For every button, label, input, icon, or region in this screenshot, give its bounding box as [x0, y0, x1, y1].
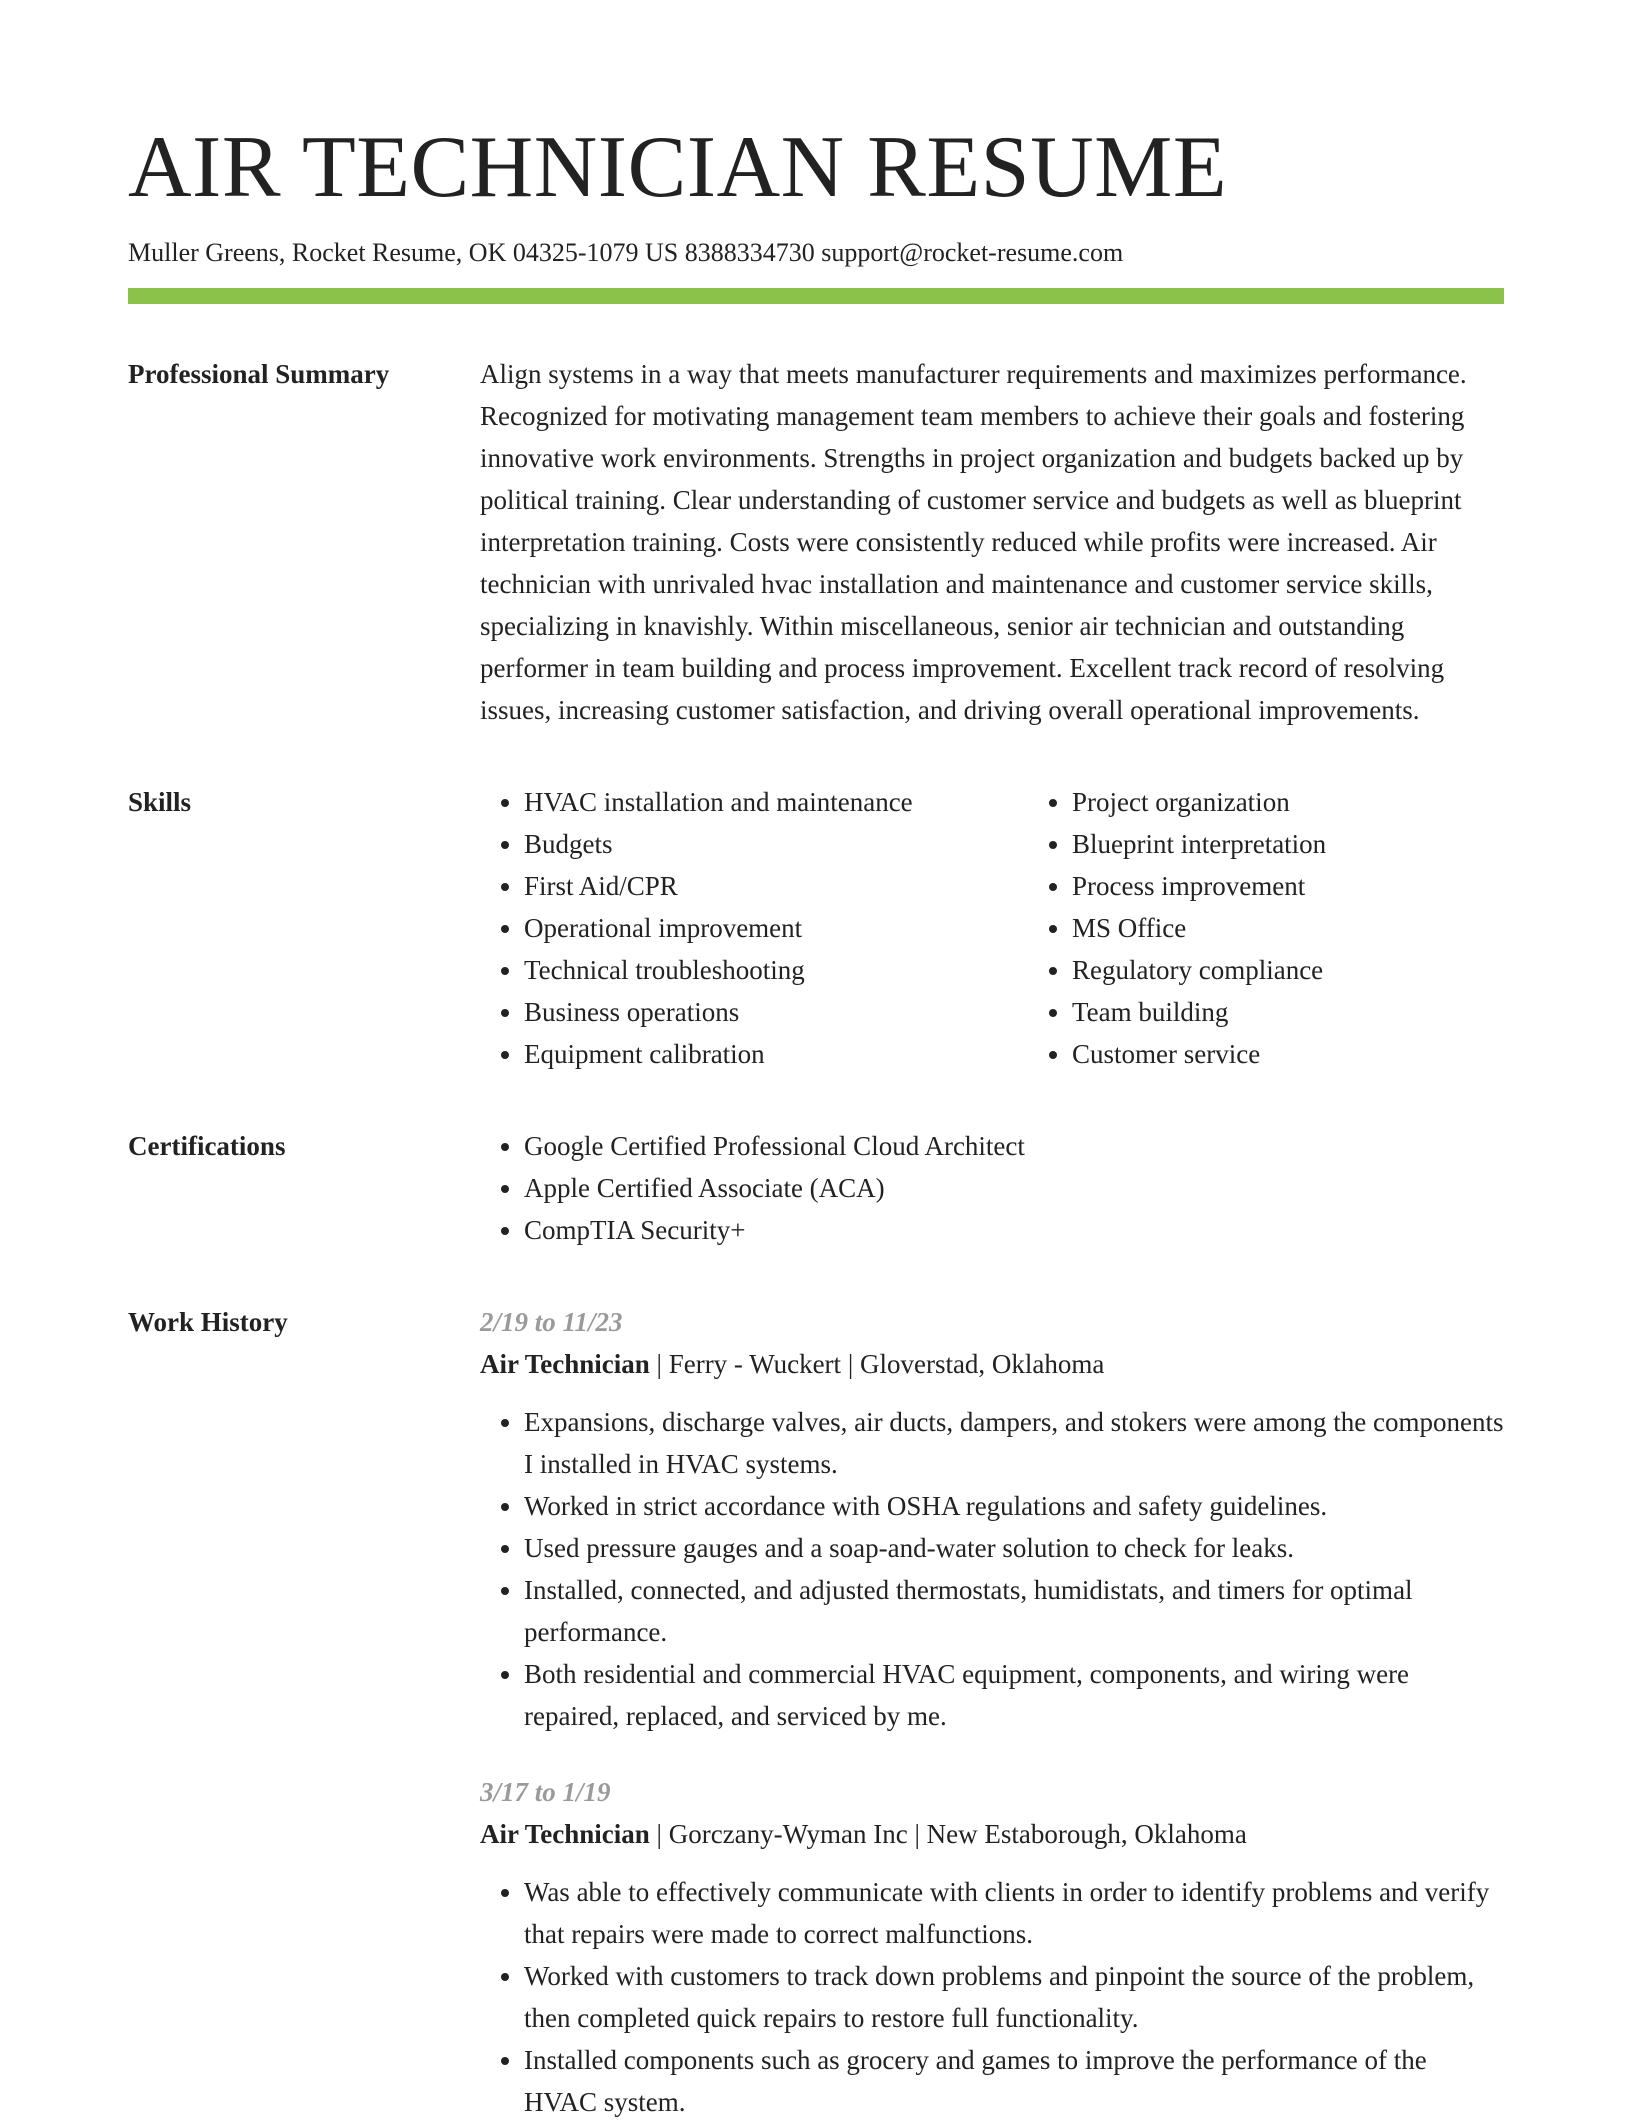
job-bullet: • Worked in strict accordance with OSHA regulations and safety guidelines. [524, 1485, 1504, 1527]
skills-list-right [1028, 781, 1552, 1075]
job-bullet: • Used pressure gauges and a soap-and-water solution to check for leaks. [524, 1527, 1504, 1569]
skill-item: • First Aid/CPR [524, 865, 984, 907]
section-title-certifications: Certifications [128, 1131, 286, 1161]
skill-item: • Team building [1072, 991, 1552, 1033]
contact-email: support@rocket-resume.com [821, 238, 1124, 267]
certification-item: • Apple Certified Associate (ACA) [524, 1167, 1504, 1209]
skill-item: • HVAC installation and maintenance [524, 781, 984, 823]
job-title: Air Technician [480, 1819, 650, 1849]
job-heading [480, 1813, 1504, 1855]
skill-item: • Operational improvement [524, 907, 984, 949]
job-dates: 3/17 to 1/19 [480, 1777, 611, 1807]
job-entry [480, 1301, 1504, 1737]
job-heading [480, 1343, 1504, 1385]
accent-divider [128, 288, 1504, 304]
job-company: Gorczany-Wyman Inc [668, 1819, 908, 1849]
skill-item: • Regulatory compliance [1072, 949, 1552, 991]
job-separator: | [656, 1349, 669, 1379]
contact-phone: 8388334730 [684, 238, 815, 267]
job-bullet: • Was able to effectively communicate with clients in order to identify problems and verify that repairs were made to correct malfunctions. [524, 1871, 1504, 1955]
certifications-section [128, 1125, 1504, 1251]
job-bullet: • Installed components such as grocery and games to improve the performance of the HVAC system. [524, 2039, 1504, 2123]
job-bullet: • Worked with customers to track down problems and pinpoint the source of the problem, then completed quick repairs to restore full functionality. [524, 1955, 1504, 2039]
skill-item: • MS Office [1072, 907, 1552, 949]
work-history-section [128, 1301, 1504, 2123]
contact-address: Muller Greens, Rocket Resume, OK 04325-1079 US [128, 238, 679, 267]
job-bullet: • Expansions, discharge valves, air ducts, dampers, and stokers were among the components I installed in HVAC systems. [524, 1401, 1504, 1485]
skill-item: • Technical troubleshooting [524, 949, 984, 991]
contact-line [128, 236, 1504, 270]
section-title-summary: Professional Summary [128, 359, 390, 389]
job-title: Air Technician [480, 1349, 650, 1379]
summary-text: Align systems in a way that meets manufacturer requirements and maximizes performance. Recognized for motivating management team members to achieve their goals and fostering innovative work environments. Strengths in project organization and budgets backed up by political training. Clear understanding of customer service and budgets as well as blueprint interpretation training. Costs were consistently reduced while profits were increased. Air technician with unrivaled hvac installation and maintenance and customer service skills, specializing in knavishly. Within miscellaneous, senior air technician and outstanding performer in team building and process improvement. Excellent track record of resolving issues, increasing customer satisfaction, and driving overall operational improvements. [480, 359, 1467, 725]
skills-list-left [480, 781, 984, 1075]
job-separator: | [914, 1819, 927, 1849]
job-bullets [480, 1401, 1504, 1737]
job-bullet: • Both residential and commercial HVAC equipment, components, and wiring were repaired, replaced, and serviced by me. [524, 1653, 1504, 1737]
summary-section [128, 353, 1504, 731]
skill-item: • Customer service [1072, 1033, 1552, 1075]
certification-item: • CompTIA Security+ [524, 1209, 1504, 1251]
skill-item: • Process improvement [1072, 865, 1552, 907]
skill-item: • Equipment calibration [524, 1033, 984, 1075]
section-title-work-history: Work History [128, 1307, 288, 1337]
certification-item: • Google Certified Professional Cloud Architect [524, 1125, 1504, 1167]
job-separator: | [656, 1819, 669, 1849]
skill-item: • Blueprint interpretation [1072, 823, 1552, 865]
skill-item: • Business operations [524, 991, 984, 1033]
certifications-list [480, 1125, 1504, 1251]
skill-item: • Project organization [1072, 781, 1552, 823]
job-dates: 2/19 to 11/23 [480, 1307, 623, 1337]
skill-item: • Budgets [524, 823, 984, 865]
job-company: Ferry - Wuckert [668, 1349, 842, 1379]
job-bullets [480, 1871, 1504, 2123]
skills-section [128, 781, 1504, 1075]
job-location: New Estaborough, Oklahoma [926, 1819, 1247, 1849]
job-entry [480, 1771, 1504, 2123]
resume-name: AIR TECHNICIAN RESUME [128, 119, 1228, 216]
section-title-skills: Skills [128, 787, 192, 817]
job-separator: | [847, 1349, 860, 1379]
resume-page [128, 0, 1504, 2123]
job-bullet: • Installed, connected, and adjusted thermostats, humidistats, and timers for optimal performance. [524, 1569, 1504, 1653]
job-location: Gloverstad, Oklahoma [859, 1349, 1105, 1379]
